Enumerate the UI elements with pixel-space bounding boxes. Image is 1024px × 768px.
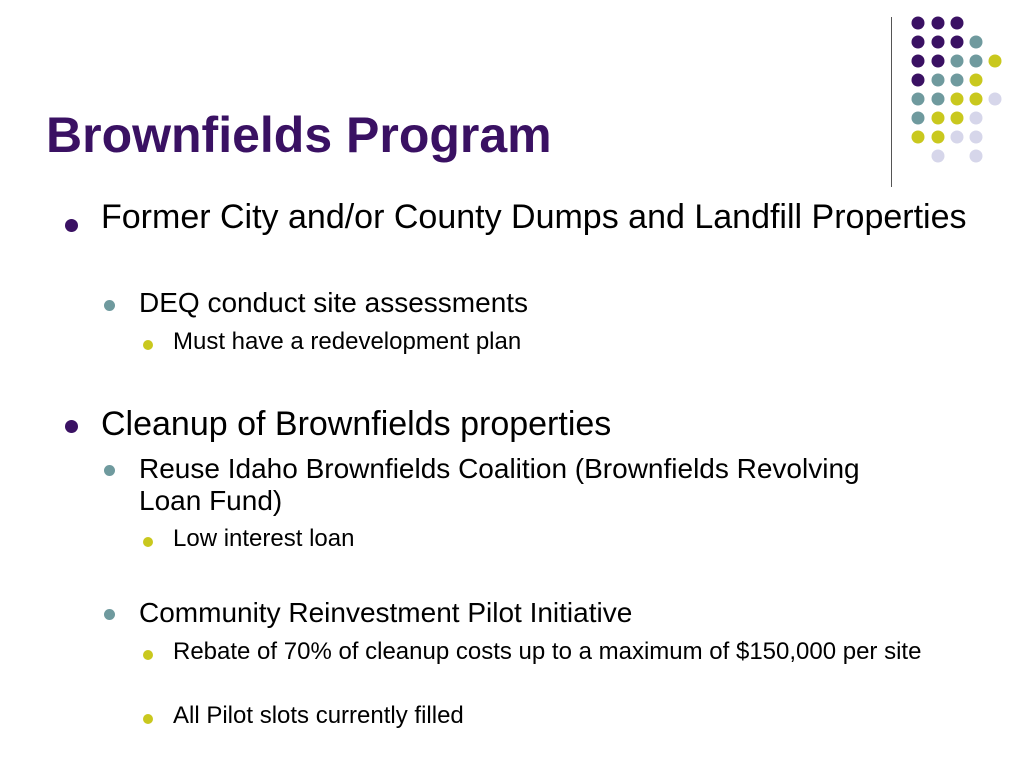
- bullet-level2-site-assessments: DEQ conduct site assessments: [139, 287, 529, 318]
- bullet-level3-low-interest-loan: Low interest loan: [173, 525, 355, 552]
- bullet-level2-revolving-loan-fund: Reuse Idaho Brownfields Coalition (Brownfields Revolving Loan Fund): [139, 453, 860, 516]
- bullet-level1-dumps-landfills: Former City and/or County Dumps and Landfill Properties: [101, 198, 967, 236]
- bullet-level3-slots-filled: All Pilot slots currently filled: [173, 702, 464, 729]
- bullet-marker: [143, 714, 153, 724]
- bullet-level3-rebate: Rebate of 70% of cleanup costs up to a maximum of $150,000 per site: [173, 638, 922, 665]
- bullet-level2-pilot-initiative: Community Reinvestment Pilot Initiative: [139, 597, 633, 628]
- bullet-marker: [65, 219, 78, 232]
- bullet-marker: [143, 650, 153, 660]
- bullet-marker: [104, 300, 115, 311]
- bullet-marker: [65, 420, 78, 433]
- bullet-marker: [143, 340, 153, 350]
- bullet-marker: [143, 537, 153, 547]
- bullet-level3-redevelopment-plan: Must have a redevelopment plan: [173, 328, 522, 355]
- bullet-marker: [104, 465, 115, 476]
- bullet-level1-cleanup: Cleanup of Brownfields properties: [101, 405, 612, 443]
- slide-title: Brownfields Program: [46, 107, 552, 163]
- bullet-marker: [104, 609, 115, 620]
